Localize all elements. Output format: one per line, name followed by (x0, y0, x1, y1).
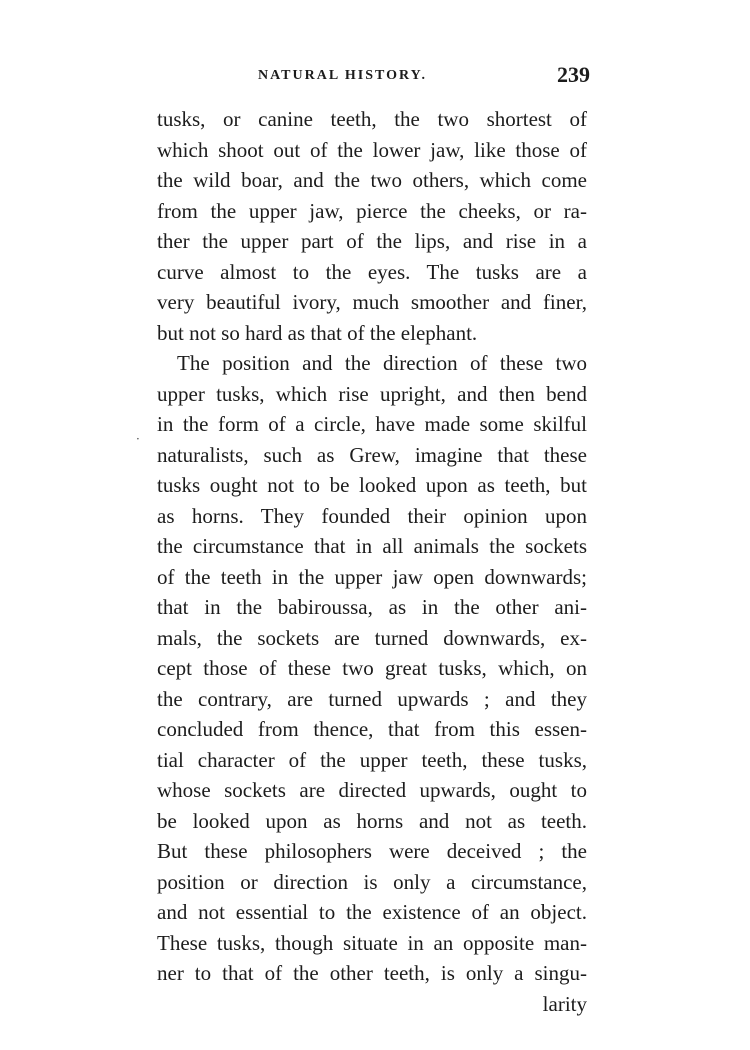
text-line: that in the babiroussa, as in the other ani- (157, 595, 587, 619)
text-line: ther the upper part of the lips, and rise in a (157, 229, 587, 253)
text-line: and not essential to the existence of an object. (157, 900, 587, 924)
catchword: larity (542, 991, 587, 1016)
text-line: tial character of the upper teeth, these tusks, (157, 747, 587, 772)
text-line: very beautiful ivory, much smoother and finer, (157, 290, 587, 314)
text-line: the circumstance that in all animals the sockets (157, 534, 587, 558)
text-line: naturalists, such as Grew, imagine that these (157, 442, 587, 467)
text-line: curve almost to the eyes. The tusks are a (157, 259, 587, 284)
text-line: in the form of a circle, have made some skilful (157, 412, 587, 436)
text-line: position or direction is only a circumstance, (157, 869, 587, 894)
text-line: tusks, or canine teeth, the two shortest of (157, 107, 587, 131)
page-number: 239 (557, 62, 590, 87)
text-line: the wild boar, and the two others, which come (157, 168, 587, 192)
text-line: mals, the sockets are turned downwards, ex- (157, 625, 587, 650)
text-line: whose sockets are directed upwards, ought to (157, 778, 587, 802)
text-line: of the teeth in the upper jaw open downwards; (157, 564, 587, 589)
text-line: But these philosophers were deceived ; the (157, 839, 587, 863)
page-header (150, 62, 590, 92)
text-line: but not so hard as that of the elephant. (157, 320, 478, 345)
text-line: be looked upon as horns and not as teeth. (157, 808, 587, 833)
text-line: the contrary, are turned upwards ; and they (157, 686, 587, 711)
text-line: The position and the direction of these two (177, 351, 587, 375)
text-line: upper tusks, which rise upright, and then bend (157, 381, 587, 406)
text-line: These tusks, though situate in an opposite man- (157, 930, 587, 955)
running-head: NATURAL HISTORY. (258, 68, 427, 83)
text-line: concluded from thence, that from this essen- (157, 717, 587, 741)
text-line: tusks ought not to be looked upon as teeth, but (157, 473, 587, 497)
text-line: from the upper jaw, pierce the cheeks, or ra- (157, 198, 587, 223)
text-line: which shoot out of the lower jaw, like those of (157, 137, 587, 162)
body-text (157, 104, 587, 1019)
text-line: ner to that of the other teeth, is only a singu- (157, 961, 587, 985)
margin-mark: · (136, 432, 140, 446)
text-line: cept those of these two great tusks, which, on (157, 656, 587, 680)
text-line: as horns. They founded their opinion upon (157, 503, 587, 528)
